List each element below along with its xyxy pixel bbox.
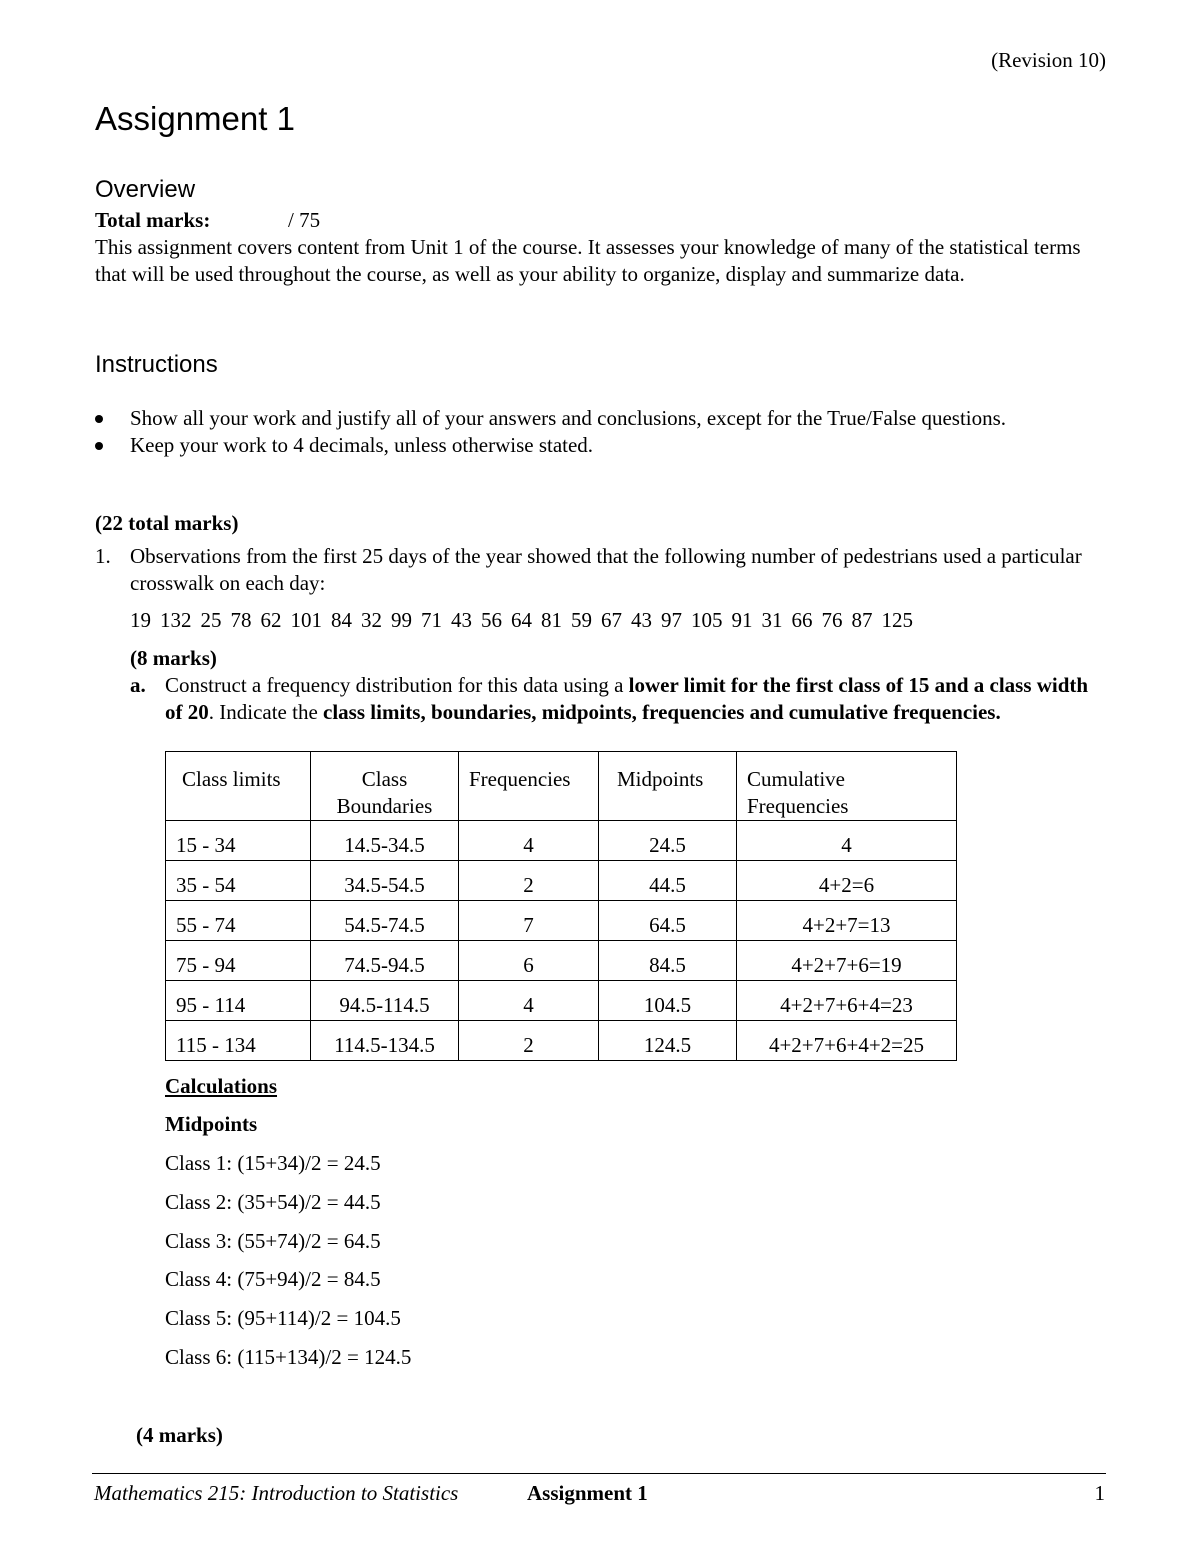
table-cell: 4+2=6: [737, 861, 957, 901]
table-cell: 55 - 74: [166, 901, 311, 941]
observation-value: 84: [331, 608, 352, 632]
table-cell: 4+2+7=13: [737, 901, 957, 941]
calculation-line: Class 1: (15+34)/2 = 24.5: [165, 1151, 381, 1175]
observation-value: 67: [601, 608, 622, 632]
observation-value: 43: [451, 608, 472, 632]
part-a: [130, 672, 1105, 726]
observation-value: 59: [571, 608, 592, 632]
table-cell: 124.5: [599, 1021, 737, 1061]
observation-value: 101: [290, 608, 322, 632]
observation-value: 105: [691, 608, 723, 632]
observation-value: 132: [160, 608, 192, 632]
table-cell: 75 - 94: [166, 941, 311, 981]
observation-value: 19: [130, 608, 151, 632]
part-a-bold-2: class limits, boundaries, midpoints, frequencies and cumulative frequencies.: [323, 700, 1001, 724]
part-a-text-1: Construct a frequency distribution for this data using a: [165, 673, 629, 697]
observation-value: 99: [391, 608, 412, 632]
table-cell: 4+2+7+6=19: [737, 941, 957, 981]
table-cell: 7: [459, 901, 599, 941]
table-cell: 4: [459, 981, 599, 1021]
table-cell: 4: [737, 821, 957, 861]
part-a-marks: (8 marks): [130, 646, 217, 670]
instruction-text: Show all your work and justify all of your answers and conclusions, except for the True/False questions.: [130, 406, 1007, 430]
page-number: 1: [1094, 1481, 1105, 1505]
observation-value: 64: [511, 608, 532, 632]
table-cell: 95 - 114: [166, 981, 311, 1021]
instructions-heading: Instructions: [95, 351, 218, 378]
next-part-marks: (4 marks): [136, 1423, 223, 1447]
table-cell: 84.5: [599, 941, 737, 981]
column-header: Class Boundaries: [311, 752, 459, 821]
table-header-row: [166, 752, 957, 821]
midpoints-heading: Midpoints: [165, 1112, 258, 1136]
column-header: Midpoints: [599, 752, 737, 821]
part-a-text: [165, 672, 1105, 726]
table-row: [166, 821, 957, 861]
table-cell: 104.5: [599, 981, 737, 1021]
column-header: Frequencies: [459, 752, 599, 821]
table-cell: 15 - 34: [166, 821, 311, 861]
observation-value: 78: [230, 608, 252, 632]
page-title: Assignment 1: [95, 100, 295, 137]
calculations-heading: Calculations: [165, 1074, 278, 1098]
footer-course: Mathematics 215: Introduction to Statistics: [94, 1481, 459, 1505]
question-1: [95, 543, 1105, 597]
table-row: [166, 941, 957, 981]
table-cell: 35 - 54: [166, 861, 311, 901]
column-header: Cumulative Frequencies: [737, 752, 957, 821]
observation-value: 66: [791, 608, 813, 632]
observation-value: 56: [481, 608, 502, 632]
part-a-bold-1: lower limit for the first class of 15 and a class width of 20: [165, 673, 1089, 724]
observation-data: [130, 608, 922, 633]
revision-label: (Revision 10): [991, 48, 1106, 72]
table-cell: 24.5: [599, 821, 737, 861]
list-item: [95, 405, 1105, 432]
observation-value: 76: [821, 608, 843, 632]
calculation-line: Class 6: (115+134)/2 = 124.5: [165, 1345, 412, 1369]
observation-value: 91: [731, 608, 753, 632]
part-a-label: a.: [130, 673, 146, 697]
table-cell: 6: [459, 941, 599, 981]
total-marks-value: / 75: [288, 208, 321, 232]
overview-heading: Overview: [95, 176, 196, 203]
observation-value: 31: [761, 608, 783, 632]
footer-divider: [92, 1473, 1106, 1474]
calculation-line: Class 4: (75+94)/2 = 84.5: [165, 1267, 381, 1291]
bullet-icon: [95, 442, 103, 450]
observation-value: 71: [421, 608, 442, 632]
calculation-line: Class 2: (35+54)/2 = 44.5: [165, 1190, 381, 1214]
table-cell: 34.5-54.5: [311, 861, 459, 901]
question-text: Observations from the first 25 days of the year showed that the following number of pedestrians used a particular crosswalk on each day:: [130, 544, 1082, 595]
table-cell: 115 - 134: [166, 1021, 311, 1061]
total-marks-label: Total marks:: [95, 208, 211, 232]
table-cell: 94.5-114.5: [311, 981, 459, 1021]
overview-paragraph: This assignment covers content from Unit 1 of the course. It assesses your knowledge of many of the statistical terms that will be used throughout the course, as well as your ability to organize, display and summarize data.: [95, 235, 1081, 286]
footer-assignment: Assignment 1: [527, 1481, 648, 1505]
table-cell: 114.5-134.5: [311, 1021, 459, 1061]
observation-value: 81: [541, 608, 562, 632]
total-marks: [95, 207, 321, 234]
instructions-list: [95, 405, 1105, 459]
list-item: [95, 432, 1105, 459]
table-cell: 2: [459, 1021, 599, 1061]
calculation-line: Class 5: (95+114)/2 = 104.5: [165, 1306, 401, 1330]
table-cell: 4+2+7+6+4+2=25: [737, 1021, 957, 1061]
table-cell: 74.5-94.5: [311, 941, 459, 981]
table-row: [166, 981, 957, 1021]
table-cell: 14.5-34.5: [311, 821, 459, 861]
table-row: [166, 861, 957, 901]
table-cell: 4: [459, 821, 599, 861]
question-number: 1.: [95, 544, 111, 568]
instruction-text: Keep your work to 4 decimals, unless otherwise stated.: [130, 433, 594, 457]
frequency-table: [165, 751, 957, 1061]
bullet-icon: [95, 415, 103, 423]
observation-value: 125: [881, 608, 913, 632]
table-cell: 4+2+7+6+4=23: [737, 981, 957, 1021]
column-header: Class limits: [166, 752, 311, 821]
part-a-text-2: . Indicate the: [208, 700, 324, 724]
observation-value: 87: [851, 608, 873, 632]
table-row: [166, 901, 957, 941]
observation-value: 25: [200, 608, 222, 632]
question-1-marks: (22 total marks): [95, 511, 239, 535]
observation-value: 97: [661, 608, 682, 632]
observation-value: 43: [631, 608, 652, 632]
table-cell: 54.5-74.5: [311, 901, 459, 941]
table-cell: 64.5: [599, 901, 737, 941]
calculation-line: Class 3: (55+74)/2 = 64.5: [165, 1229, 381, 1253]
table-cell: 2: [459, 861, 599, 901]
observation-value: 62: [260, 608, 282, 632]
observation-value: 32: [361, 608, 382, 632]
table-cell: 44.5: [599, 861, 737, 901]
table-row: [166, 1021, 957, 1061]
